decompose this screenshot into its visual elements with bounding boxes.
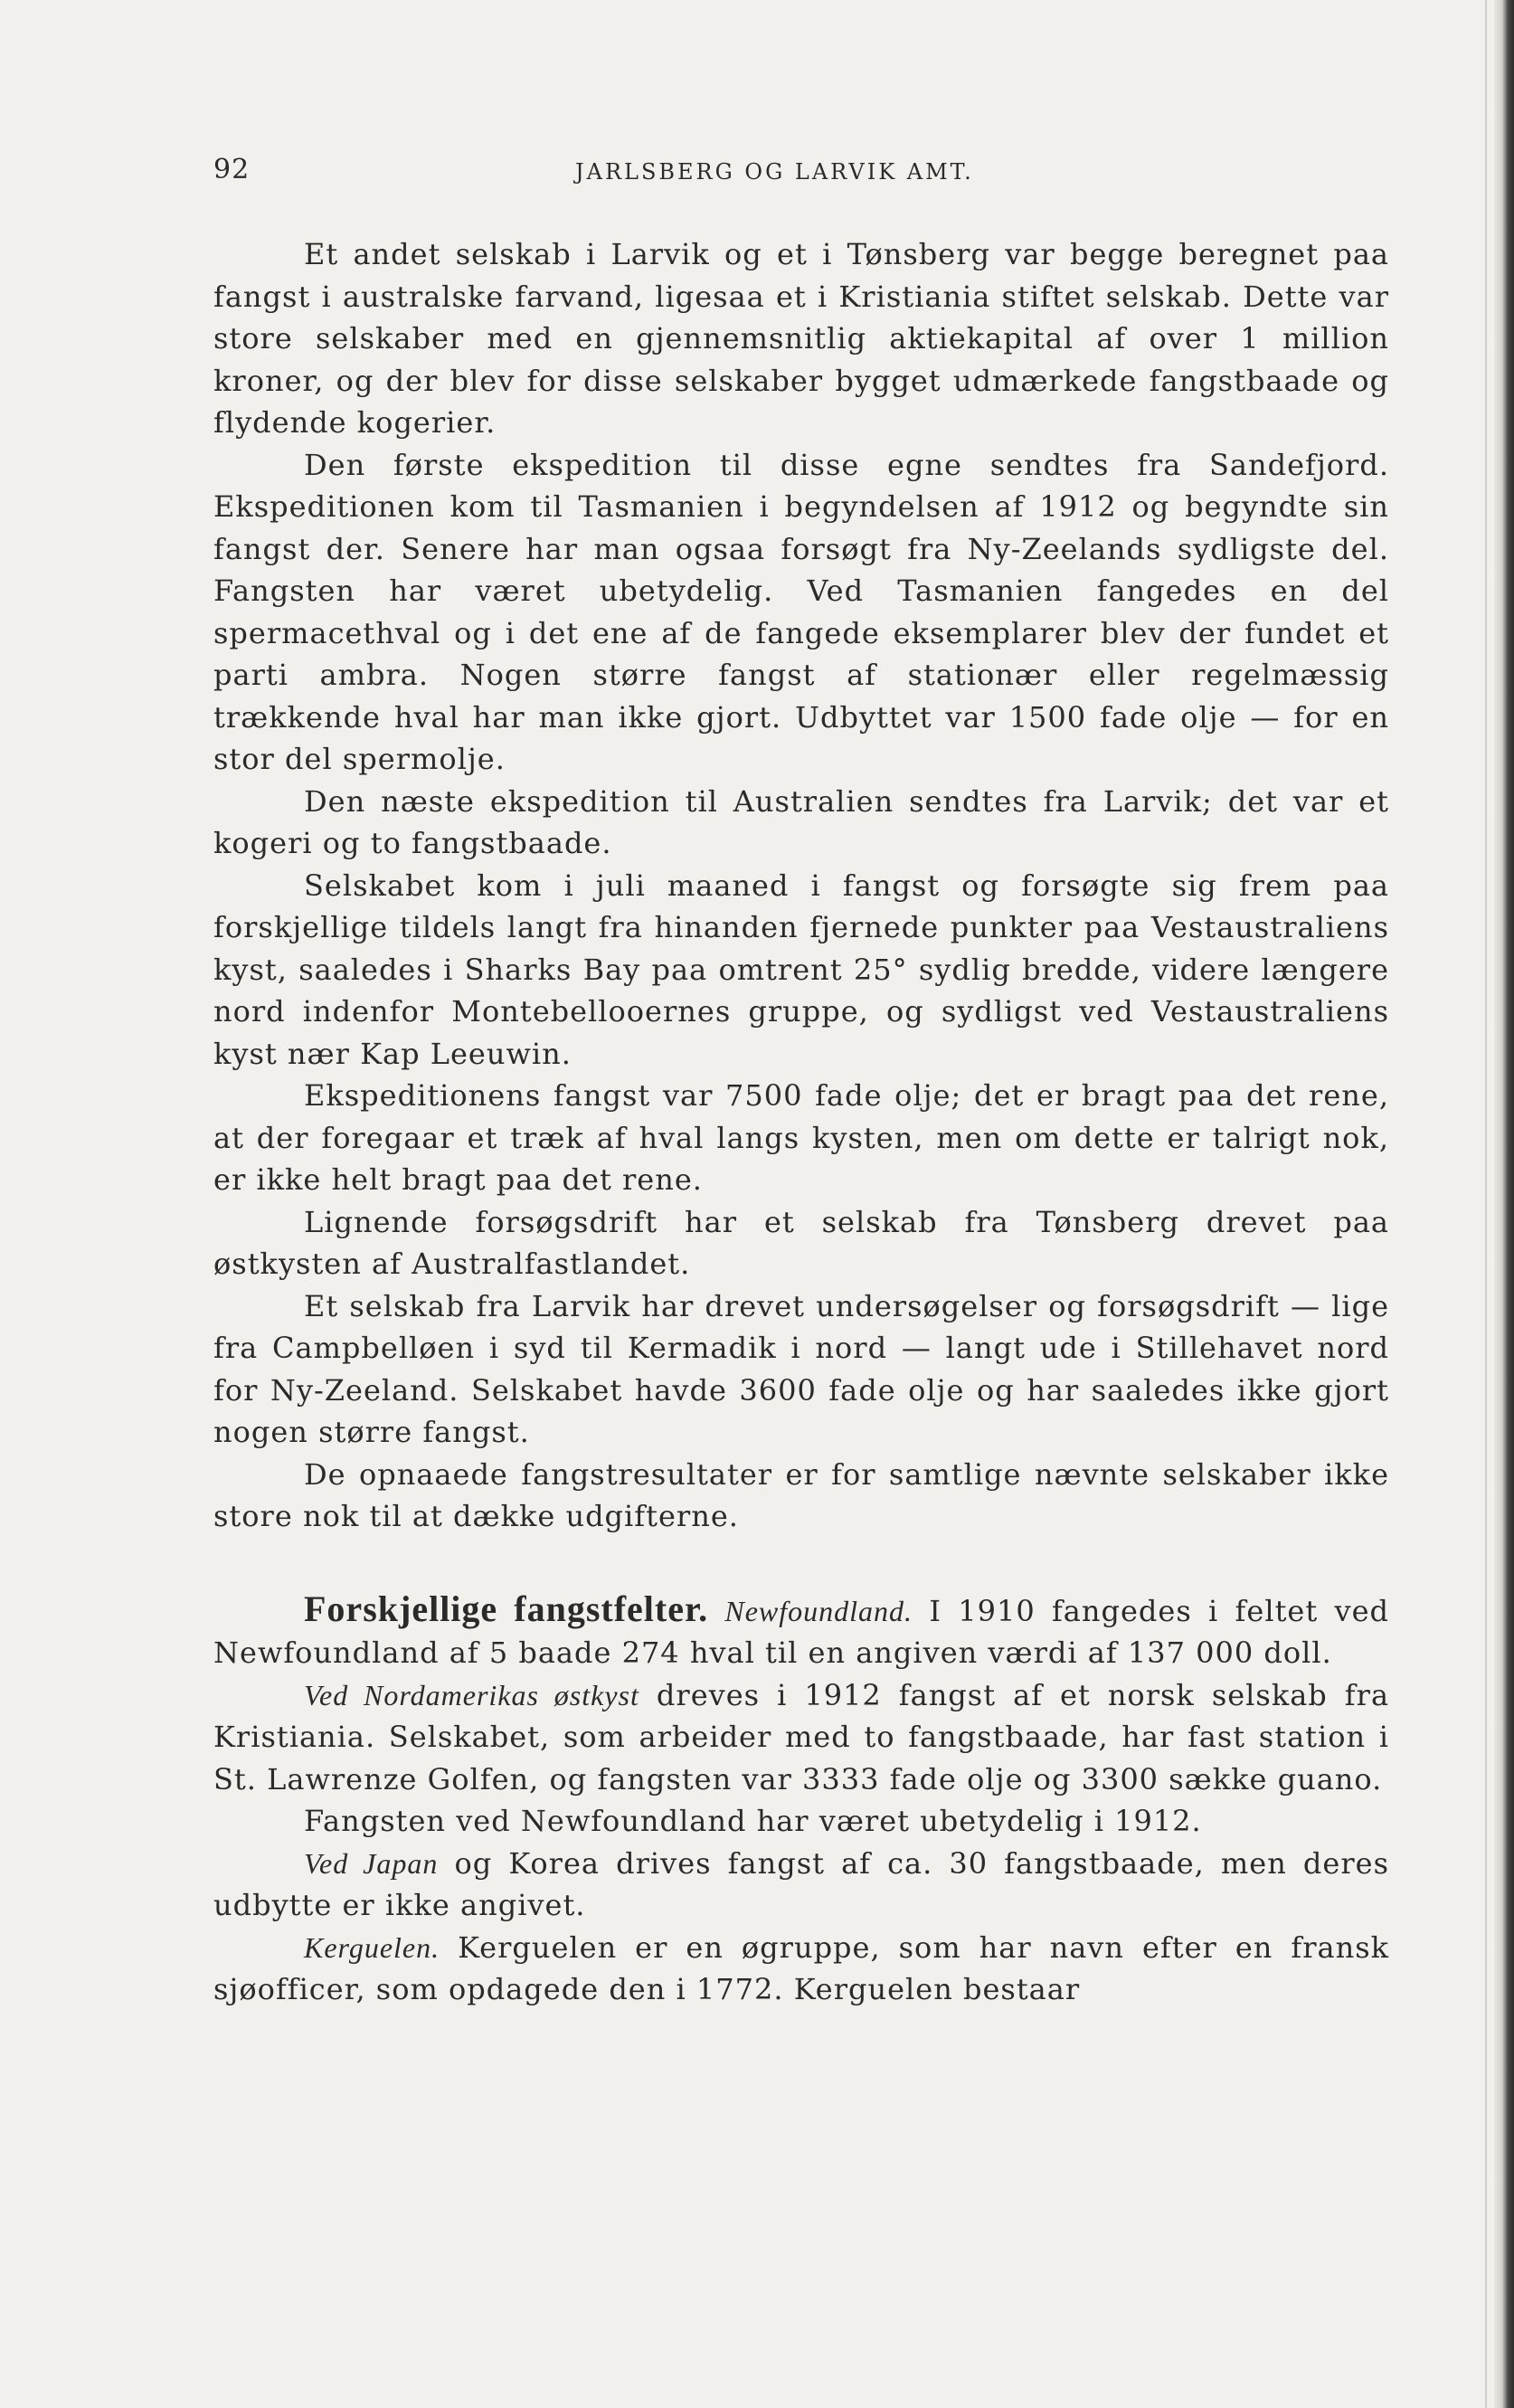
- paragraph: Ekspeditionens fangst var 7500 fade olje; det er bragt paa det rene, at der foregaar et træk af hval langs kysten, men om dette er talrigt nok, er ikke helt bragt paa det rene.: [213, 1078, 1389, 1197]
- newfoundland-label: Newfoundland.: [724, 1594, 913, 1627]
- paragraph: Den første ekspedition til disse egne sendtes fra Sandefjord. Ekspeditionen kom til Tasmanien i begyndelsen af 1912 og begyndte sin fangst der. Senere har man ogsaa forsøgt fra Ny-Zeelands sydligste del. Fangsten har været ubetydelig. Ved Tasmanien fangedes en del spermacethval og i det ene af de fangede eksemplarer blev der fundet et parti ambra. Nogen større fangst af stationær eller regelmæssig trækkende hval har man ikke gjort. Udbyttet var 1500 fade olje — for en stor del spermolje.: [213, 447, 1389, 776]
- page-edge-shadow: [1494, 0, 1514, 2408]
- paragraph-nordamerika: [213, 1674, 1389, 1801]
- page-edge-shadow-line: [1485, 0, 1487, 2408]
- section-paragraph-newfoundland: [213, 1588, 1389, 1674]
- paragraph: Et andet selskab i Larvik og et i Tønsberg var begge beregnet paa fangst i australske farvand, ligesaa et i Kristiania stiftet selskab. Dette var store selskaber med en gjennemsnitlig aktiekapital af over 1 million kroner, og der blev for disse selskaber bygget udmærkede fangstbaade og flydende kogerier.: [213, 237, 1389, 440]
- kerguelen-text: Kerguelen er en øgruppe, som har navn efter en fransk sjøofficer, som opdagede den i 1772. Kerguelen bestaar: [213, 1929, 1390, 2006]
- japan-text: og Korea drives fangst af ca. 30 fangstbaade, men deres udbytte er ikke angivet.: [213, 1845, 1390, 1922]
- nordamerika-label: Ved Nordamerikas østkyst: [304, 1678, 639, 1711]
- paragraph: Lignende forsøgsdrift har et selskab fra Tønsberg drevet paa østkysten af Australfastlandet.: [213, 1204, 1389, 1281]
- paragraph: Den næste ekspedition til Australien sendtes fra Larvik; det var et kogeri og to fangstbaade.: [213, 783, 1389, 860]
- paragraph-kerguelen: [213, 1927, 1389, 2011]
- paragraph-japan: [213, 1843, 1389, 1927]
- paragraph: Et selskab fra Larvik har drevet undersøgelser og forsøgsdrift — lige fra Campbelløen i syd til Kermadik i nord — langt ude i Stillehavet nord for Ny-Zeeland. Selskabet havde 3600 fade olje og har saaledes ikke gjort nogen større fangst.: [213, 1288, 1389, 1449]
- body-text: [213, 233, 1389, 2011]
- paragraph: Selskabet kom i juli maaned i fangst og forsøgte sig frem paa forskjellige tildels langt fra hinanden fjernede punkter paa Vestaustraliens kyst, saaledes i Sharks Bay paa omtrent 25° sydlig bredde, videre længere nord indenfor Montebellooernes gruppe, og sydligst ved Vestaustraliens kyst nær Kap Leeuwin.: [213, 867, 1389, 1071]
- page-number: 92: [213, 154, 251, 185]
- nordamerika-text: dreves i 1912 fangst af et norsk selskab fra Kristiania. Selskabet, som arbeider med to fangstbaade, har fast station i St. Lawrenze Golfen, og fangsten var 3333 fade olje og 3300 sække guano.: [213, 1677, 1390, 1797]
- section-heading: Forskjellige fangstfelter.: [304, 1588, 709, 1629]
- paragraph: De opnaaede fangstresultater er for samtlige nævnte selskaber ikke store nok til at dække udgifterne.: [213, 1456, 1389, 1533]
- newfoundland-text: I 1910 fangedes i feltet ved Newfoundland af 5 baade 274 hval til en angiven værdi af 137 000 doll.: [213, 1593, 1389, 1670]
- page-header: [213, 154, 1389, 199]
- running-head: JARLSBERG OG LARVIK AMT.: [575, 159, 974, 185]
- paragraph: Fangsten ved Newfoundland har været ubetydelig i 1912.: [304, 1804, 1202, 1838]
- japan-label: Ved Japan: [304, 1846, 439, 1880]
- kerguelen-label: Kerguelen.: [304, 1930, 440, 1964]
